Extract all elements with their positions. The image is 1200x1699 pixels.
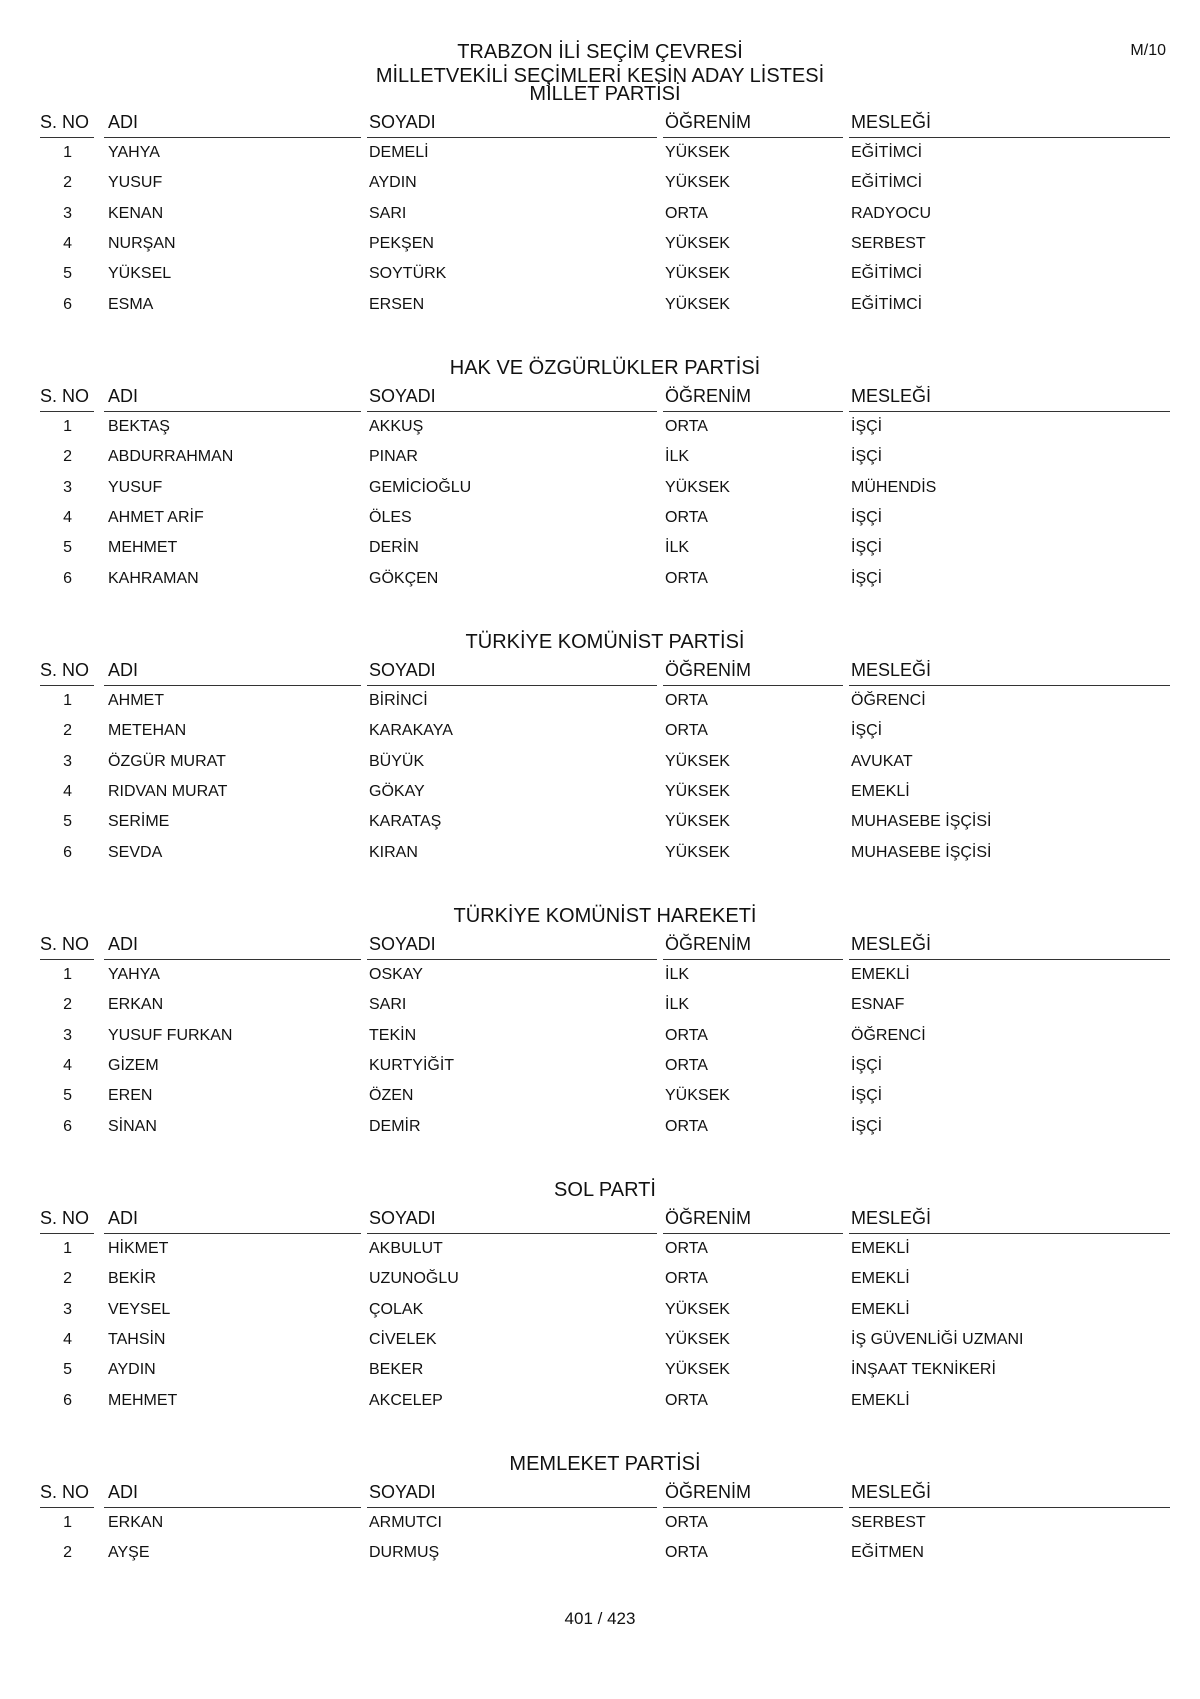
candidate-ad: RIDVAN MURAT — [108, 783, 228, 801]
candidate-ad: KENAN — [108, 204, 164, 222]
candidate-soyad: BEKER — [369, 1361, 424, 1379]
candidate-soyad: AKBULUT — [369, 1240, 443, 1258]
candidate-no: 5 — [63, 265, 72, 283]
candidate-no: 2 — [63, 1544, 72, 1562]
column-header-ad: ADI — [104, 108, 361, 138]
column-header-row — [40, 1204, 1170, 1234]
candidate-ad: YAHYA — [108, 144, 160, 162]
candidate-meslek: EMEKLİ — [851, 1300, 910, 1318]
candidate-soyad: ÖLES — [369, 509, 412, 527]
column-header-no: S. NO — [40, 108, 94, 138]
candidate-ad: SERİME — [108, 813, 170, 831]
column-header-meslek: MESLEĞİ — [849, 656, 1170, 686]
candidate-ad: ERKAN — [108, 996, 164, 1014]
candidate-ad: YÜKSEL — [108, 265, 172, 283]
candidate-no: 6 — [63, 1117, 72, 1135]
candidate-soyad: AKKUŞ — [369, 418, 424, 436]
column-header-soyad: SOYADI — [367, 1204, 657, 1234]
column-header-soyad: SOYADI — [367, 930, 657, 960]
candidate-soyad: CİVELEK — [369, 1331, 437, 1349]
column-header-row — [40, 108, 1170, 138]
candidate-soyad: BİRİNCİ — [369, 692, 428, 710]
candidate-soyad: ARMUTCI — [369, 1514, 442, 1532]
candidate-ad: BEKTAŞ — [108, 418, 170, 436]
party-section — [40, 1176, 1170, 1416]
header-line-2: MİLLETVEKİLİ SEÇİMLERİ KESİN ADAY LİSTESİ — [375, 65, 825, 87]
candidate-ogrenim: ORTA — [665, 418, 708, 436]
candidate-ogrenim: ORTA — [665, 509, 708, 527]
candidate-ad: AHMET — [108, 692, 164, 710]
candidate-no: 5 — [63, 539, 72, 557]
candidate-row — [40, 716, 1170, 746]
candidate-meslek: İŞÇİ — [851, 448, 883, 466]
candidate-row — [40, 1264, 1170, 1294]
candidate-row — [40, 1538, 1170, 1568]
candidate-meslek: EMEKLİ — [851, 1270, 910, 1288]
column-header-no: S. NO — [40, 656, 94, 686]
candidate-ad: YUSUF — [108, 478, 163, 496]
column-header-no: S. NO — [40, 1478, 94, 1508]
candidate-row — [40, 837, 1170, 867]
header-line-1: TRABZON İLİ SEÇİM ÇEVRESİ — [457, 41, 743, 63]
candidate-no: 1 — [63, 418, 72, 436]
candidate-meslek: EĞİTİMCİ — [851, 144, 923, 162]
candidate-meslek: ÖĞRENCİ — [851, 692, 926, 710]
candidate-ad: KAHRAMAN — [108, 569, 199, 587]
column-header-row — [40, 656, 1170, 686]
party-title: MEMLEKET PARTİSİ — [509, 1453, 701, 1475]
column-header-soyad: SOYADI — [367, 382, 657, 412]
candidate-ogrenim: YÜKSEK — [665, 295, 730, 313]
candidate-no: 4 — [63, 235, 72, 253]
candidate-ogrenim: YÜKSEK — [665, 1361, 730, 1379]
candidate-meslek: İŞÇİ — [851, 1117, 883, 1135]
candidate-soyad: GEMİCİOĞLU — [369, 478, 472, 496]
candidate-row — [40, 1508, 1170, 1538]
candidate-meslek: İŞÇİ — [851, 418, 883, 436]
candidate-meslek: İŞÇİ — [851, 509, 883, 527]
candidate-no: 2 — [63, 722, 72, 740]
candidate-row — [40, 807, 1170, 837]
candidate-no: 3 — [63, 478, 72, 496]
candidate-ad: MEHMET — [108, 1391, 178, 1409]
candidate-no: 3 — [63, 752, 72, 770]
candidate-meslek: MUHASEBE İŞÇİSİ — [851, 813, 992, 831]
candidate-row — [40, 229, 1170, 259]
candidate-ogrenim: ORTA — [665, 1240, 708, 1258]
candidate-meslek: EMEKLİ — [851, 966, 910, 984]
candidate-soyad: DERİN — [369, 539, 419, 557]
candidate-ad: NURŞAN — [108, 235, 176, 253]
column-header-ogrenim: ÖĞRENİM — [663, 1478, 843, 1508]
candidate-ad: ÖZGÜR MURAT — [108, 752, 226, 770]
candidate-ogrenim: ORTA — [665, 204, 708, 222]
candidate-ad: YUSUF FURKAN — [108, 1026, 233, 1044]
candidate-no: 4 — [63, 783, 72, 801]
candidate-meslek: EMEKLİ — [851, 783, 910, 801]
candidate-ogrenim: İLK — [665, 539, 690, 557]
candidate-no: 5 — [63, 1087, 72, 1105]
page-code: M/10 — [1130, 42, 1166, 59]
column-header-soyad: SOYADI — [367, 656, 657, 686]
candidate-no: 3 — [63, 1300, 72, 1318]
candidate-ogrenim: YÜKSEK — [665, 1300, 730, 1318]
candidate-ad: SEVDA — [108, 843, 163, 861]
candidate-soyad: ÇOLAK — [369, 1300, 424, 1318]
candidate-no: 4 — [63, 1057, 72, 1075]
column-header-soyad: SOYADI — [367, 1478, 657, 1508]
candidate-row — [40, 1234, 1170, 1264]
candidate-no: 5 — [63, 1361, 72, 1379]
candidate-no: 2 — [63, 996, 72, 1014]
column-header-row — [40, 930, 1170, 960]
party-section — [40, 1450, 1170, 1569]
candidate-ad: ERKAN — [108, 1514, 164, 1532]
candidate-row — [40, 533, 1170, 563]
candidate-ogrenim: YÜKSEK — [665, 478, 730, 496]
candidate-soyad: UZUNOĞLU — [369, 1270, 459, 1288]
candidate-meslek: İŞÇİ — [851, 722, 883, 740]
candidate-soyad: DEMİR — [369, 1117, 421, 1135]
candidate-row — [40, 990, 1170, 1020]
candidate-row — [40, 1385, 1170, 1415]
candidate-ogrenim: ORTA — [665, 569, 708, 587]
candidate-ogrenim: YÜKSEK — [665, 174, 730, 192]
candidate-meslek: EĞİTİMCİ — [851, 265, 923, 283]
column-header-ad: ADI — [104, 382, 361, 412]
candidate-ogrenim: ORTA — [665, 1057, 708, 1075]
candidate-row — [40, 747, 1170, 777]
party-title: TÜRKİYE KOMÜNİST PARTİSİ — [465, 631, 745, 653]
candidate-row — [40, 1021, 1170, 1051]
candidate-row — [40, 138, 1170, 168]
candidate-meslek: EĞİTMEN — [851, 1544, 924, 1562]
candidate-soyad: SARI — [369, 996, 407, 1014]
column-header-ogrenim: ÖĞRENİM — [663, 382, 843, 412]
candidate-no: 6 — [63, 843, 72, 861]
candidate-soyad: PINAR — [369, 448, 418, 466]
candidate-ogrenim: ORTA — [665, 1514, 708, 1532]
candidate-row — [40, 1081, 1170, 1111]
candidate-soyad: OSKAY — [369, 966, 423, 984]
candidate-soyad: GÖKÇEN — [369, 569, 439, 587]
column-header-meslek: MESLEĞİ — [849, 108, 1170, 138]
column-header-ogrenim: ÖĞRENİM — [663, 656, 843, 686]
candidate-ad: MEHMET — [108, 539, 178, 557]
candidate-ad: TAHSİN — [108, 1331, 166, 1349]
candidate-row — [40, 1325, 1170, 1355]
candidate-row — [40, 168, 1170, 198]
column-header-meslek: MESLEĞİ — [849, 382, 1170, 412]
page-number: 401 / 423 — [564, 1609, 636, 1628]
candidate-row — [40, 777, 1170, 807]
column-header-ad: ADI — [104, 1204, 361, 1234]
column-header-ad: ADI — [104, 656, 361, 686]
candidate-no: 4 — [63, 1331, 72, 1349]
candidate-ad: AYŞE — [108, 1544, 150, 1562]
candidate-no: 1 — [63, 144, 72, 162]
party-title: SOL PARTİ — [554, 1179, 656, 1201]
column-header-soyad: SOYADI — [367, 108, 657, 138]
candidate-ogrenim: YÜKSEK — [665, 235, 730, 253]
candidate-row — [40, 1295, 1170, 1325]
candidate-meslek: AVUKAT — [851, 752, 913, 770]
candidate-ogrenim: ORTA — [665, 692, 708, 710]
candidate-ad: METEHAN — [108, 722, 187, 740]
candidate-soyad: PEKŞEN — [369, 235, 434, 253]
candidate-soyad: AYDIN — [369, 174, 417, 192]
column-header-ad: ADI — [104, 930, 361, 960]
candidate-meslek: İŞÇİ — [851, 539, 883, 557]
candidate-row — [40, 563, 1170, 593]
candidate-ad: ABDURRAHMAN — [108, 448, 234, 466]
candidate-no: 3 — [63, 1026, 72, 1044]
candidate-row — [40, 686, 1170, 716]
candidate-row — [40, 1051, 1170, 1081]
candidate-soyad: DEMELİ — [369, 144, 429, 162]
column-header-no: S. NO — [40, 930, 94, 960]
candidate-no: 4 — [63, 509, 72, 527]
candidate-no: 6 — [63, 569, 72, 587]
party-title: MİLLET PARTİSİ — [529, 83, 681, 105]
candidate-ad: AHMET ARİF — [108, 509, 204, 527]
candidate-ogrenim: YÜKSEK — [665, 813, 730, 831]
candidate-ad: SİNAN — [108, 1117, 157, 1135]
candidate-no: 1 — [63, 1514, 72, 1532]
candidate-no: 2 — [63, 174, 72, 192]
candidate-ad: HİKMET — [108, 1240, 169, 1258]
candidate-row — [40, 259, 1170, 289]
candidate-no: 5 — [63, 813, 72, 831]
candidate-row — [40, 199, 1170, 229]
candidate-meslek: SERBEST — [851, 235, 926, 253]
candidate-row — [40, 289, 1170, 319]
column-header-no: S. NO — [40, 1204, 94, 1234]
candidate-soyad: BÜYÜK — [369, 752, 425, 770]
candidate-ad: YAHYA — [108, 966, 160, 984]
candidate-meslek: MUHASEBE İŞÇİSİ — [851, 843, 992, 861]
candidate-soyad: KURTYİĞİT — [369, 1057, 455, 1075]
candidate-soyad: DURMUŞ — [369, 1544, 440, 1562]
party-section — [40, 902, 1170, 1142]
column-header-row — [40, 1478, 1170, 1508]
candidate-ogrenim: YÜKSEK — [665, 144, 730, 162]
column-header-meslek: MESLEĞİ — [849, 1478, 1170, 1508]
candidate-ogrenim: YÜKSEK — [665, 1331, 730, 1349]
candidate-meslek: MÜHENDİS — [851, 478, 937, 496]
candidate-ogrenim: ORTA — [665, 722, 708, 740]
candidate-meslek: SERBEST — [851, 1514, 926, 1532]
candidate-no: 2 — [63, 448, 72, 466]
candidate-no: 3 — [63, 204, 72, 222]
candidate-meslek: RADYOCU — [851, 204, 932, 222]
candidate-ad: YUSUF — [108, 174, 163, 192]
candidate-soyad: KIRAN — [369, 843, 418, 861]
column-header-meslek: MESLEĞİ — [849, 930, 1170, 960]
candidate-meslek: ESNAF — [851, 996, 905, 1014]
candidate-row — [40, 960, 1170, 990]
party-section — [40, 354, 1170, 594]
candidate-soyad: AKCELEP — [369, 1391, 443, 1409]
candidate-ogrenim: YÜKSEK — [665, 265, 730, 283]
candidate-row — [40, 442, 1170, 472]
candidate-no: 1 — [63, 966, 72, 984]
candidate-ogrenim: İLK — [665, 448, 690, 466]
candidate-meslek: EĞİTİMCİ — [851, 174, 923, 192]
candidate-soyad: KARATAŞ — [369, 813, 442, 831]
candidate-ogrenim: İLK — [665, 966, 690, 984]
column-header-row — [40, 382, 1170, 412]
candidate-ogrenim: İLK — [665, 996, 690, 1014]
candidate-soyad: SARI — [369, 204, 407, 222]
candidate-soyad: TEKİN — [369, 1026, 417, 1044]
candidate-row — [40, 412, 1170, 442]
candidate-meslek: İŞÇİ — [851, 1087, 883, 1105]
candidate-row — [40, 473, 1170, 503]
candidate-row — [40, 503, 1170, 533]
candidate-no: 2 — [63, 1270, 72, 1288]
candidate-ogrenim: ORTA — [665, 1544, 708, 1562]
candidate-no: 6 — [63, 1391, 72, 1409]
column-header-ogrenim: ÖĞRENİM — [663, 930, 843, 960]
candidate-soyad: ERSEN — [369, 295, 425, 313]
candidate-meslek: ÖĞRENCİ — [851, 1026, 926, 1044]
party-title: HAK VE ÖZGÜRLÜKLER PARTİSİ — [449, 357, 761, 379]
column-header-ad: ADI — [104, 1478, 361, 1508]
candidate-no: 6 — [63, 295, 72, 313]
candidate-row — [40, 1355, 1170, 1385]
party-section — [40, 628, 1170, 868]
party-section — [40, 80, 1170, 320]
candidate-ad: BEKİR — [108, 1270, 157, 1288]
candidate-ogrenim: ORTA — [665, 1270, 708, 1288]
candidate-no: 1 — [63, 692, 72, 710]
candidate-soyad: KARAKAYA — [369, 722, 453, 740]
candidate-ad: EREN — [108, 1087, 153, 1105]
candidate-meslek: EMEKLİ — [851, 1391, 910, 1409]
candidate-meslek: İŞ GÜVENLİĞİ UZMANI — [851, 1331, 1024, 1349]
column-header-ogrenim: ÖĞRENİM — [663, 1204, 843, 1234]
column-header-no: S. NO — [40, 382, 94, 412]
candidate-ogrenim: ORTA — [665, 1117, 708, 1135]
column-header-meslek: MESLEĞİ — [849, 1204, 1170, 1234]
candidate-meslek: İŞÇİ — [851, 569, 883, 587]
candidate-soyad: ÖZEN — [369, 1087, 414, 1105]
candidate-ogrenim: YÜKSEK — [665, 752, 730, 770]
candidate-ad: AYDIN — [108, 1361, 156, 1379]
candidate-meslek: İNŞAAT TEKNİKERİ — [851, 1361, 996, 1379]
candidate-meslek: EĞİTİMCİ — [851, 295, 923, 313]
candidate-ogrenim: ORTA — [665, 1026, 708, 1044]
party-title: TÜRKİYE KOMÜNİST HAREKETİ — [453, 905, 757, 927]
candidate-ogrenim: YÜKSEK — [665, 1087, 730, 1105]
candidate-soyad: GÖKAY — [369, 783, 425, 801]
candidate-ogrenim: YÜKSEK — [665, 783, 730, 801]
candidate-no: 1 — [63, 1240, 72, 1258]
candidate-ad: ESMA — [108, 295, 154, 313]
candidate-ogrenim: YÜKSEK — [665, 843, 730, 861]
candidate-ad: GİZEM — [108, 1057, 159, 1075]
column-header-ogrenim: ÖĞRENİM — [663, 108, 843, 138]
candidate-meslek: İŞÇİ — [851, 1057, 883, 1075]
candidate-row — [40, 1111, 1170, 1141]
candidate-ad: VEYSEL — [108, 1300, 171, 1318]
candidate-meslek: EMEKLİ — [851, 1240, 910, 1258]
candidate-soyad: SOYTÜRK — [369, 265, 447, 283]
candidate-ogrenim: ORTA — [665, 1391, 708, 1409]
